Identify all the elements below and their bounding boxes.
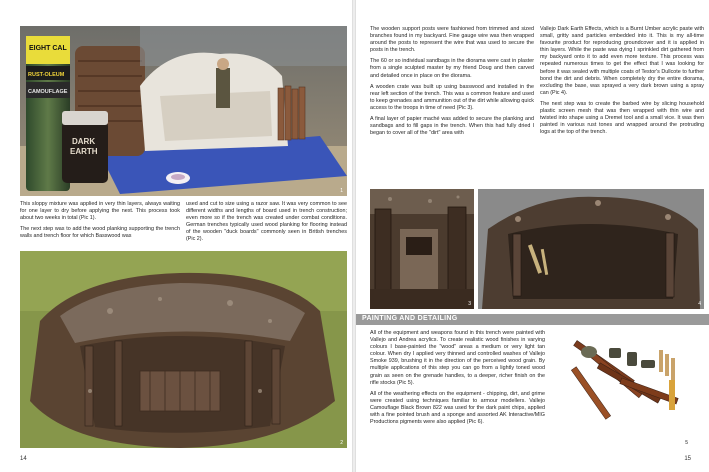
photo-4-illustration [478,189,704,309]
body-paragraph: used and cut to size using a razor saw. It was very common to see different widths and lengths of board used in trench construction; even more so if the trench was created under combat conditions. German trenches typically used wood planking for flooring instead of the wooden "duck boards" commonly seen in British trenches (Pic 2). [186,201,347,243]
photo-trench-crate [370,189,474,309]
photo-weapons-equipment [549,330,691,448]
photo-1-illustration [20,26,347,196]
jar-label-1: DARK [72,137,96,146]
section-heading-bar [356,314,709,325]
photo-trench-sprayed [478,189,704,309]
photo-2-number: 2 [340,440,343,446]
can-label-text: CAMOUFLAGE [28,89,68,95]
left-page [0,0,352,472]
right-column-2 [540,26,704,140]
photo-trench-planking [20,251,347,448]
can-brand-text: RUST-OLEUM [28,72,65,78]
body-paragraph: The wooden support posts were fashioned from trimmed and sized branches found in my backyard. Fine gauge wire was then wrapped around the posts to represent the wire that was used to secure the posts in the trench. [370,26,534,54]
photo-paints-and-base [20,26,347,196]
right-column-1 [370,26,534,141]
body-paragraph: All of the weathering effects on the equipment - chipping, dirt, and grime were created using techniques familiar to armour modellers. Vallejo Camouflage Black Brown 822 was used for the dark paint chips, applied with a fine pointed brush and a sponge and assorted AK Interactive/MIG Productions pigments were also applied (Pic 6). [370,390,545,426]
photo-5-illustration [549,330,691,448]
left-column-2 [186,201,347,248]
photo-2-illustration [20,251,347,448]
page-number-right: 15 [684,456,691,462]
body-paragraph: This sloppy mixture was applied in very thin layers, always waiting for one layer to dry before applying the next. This process took about two weeks in total (Pic 1). [20,201,180,222]
painting-section-text [370,330,545,430]
body-paragraph: Vallejo Dark Earth Effects, which is a Burnt Umber acrylic paste with small, gritty sand particles embedded into it. This is my all-time favourite product for reproducing groundcover and it is applied in thin layers. While the paste was dying I sprinkled dirt gathered from my backyard onto it to add even more texture. This process was repeated numerous times to get the effect that I was looking for before it was sealed with multiple coats of Testor's Dullcote to further bond the dirt and debris. When completely dry the entire diorama, excluding the base, was sprayed a very dark brown using a spray can (Pic 4). [540,26,704,96]
left-column-1 [20,201,180,244]
photo-4-number: 4 [698,301,701,307]
body-paragraph: The 60 or so individual sandbags in the diorama were cast in plaster from a single sculpted master by my friend Doug and then carved and detailed once in place on the diorama. [370,58,534,79]
body-paragraph: The next step was to create the barbed wire by slicing household plastic screen mesh that was then wrapped with thin wire and twisted into shape using a Dremel tool and a small vice. It was then painted in various rust tones and wrapped around the protruding logs at the top of the trench. [540,100,704,136]
jar-label-2: EARTH [70,147,98,156]
photo-1-number: 1 [340,188,343,194]
section-heading: PAINTING AND DETAILING [362,315,458,322]
page-number-left: 14 [20,456,27,462]
photo-3-illustration [370,189,474,309]
body-paragraph: A final layer of papier maché was added to secure the planking and sandbags and to fill gaps in the trench. When this had fully dried I began to cover all of the "dirt" area with [370,116,534,137]
body-paragraph: A wooden crate was built up using basswood and installed in the rear left section of the trench. This was a common feature and used to keep grenades and ammunition out of the dirt while allowing quick access to the troops in time of need (Pic 3). [370,83,534,111]
body-paragraph: The next step was to add the wood planking supporting the trench walls and trench floor for which Basswood was [20,226,180,240]
body-paragraph: All of the equipment and weapons found in this trench were painted with Vallejo and Andrea acrylics. To create realistic wood finishes in varying colours I base-painted the "wood" areas a medium or very light tan colour. When dry I applied very thinned and controlled washes of Vallejo Smoke 939, brushing it in the direction of the perceived wood grain. By multiple applications of this step you can go from a lightly toned wood grain as seen on the grenade handles, to a deeper, richer finish on the rifle stocks (Pic 5). [370,330,545,386]
can-top-text: EIGHT CAL [29,45,67,52]
photo-5-number: 5 [685,440,688,446]
photo-3-number: 3 [468,301,471,307]
